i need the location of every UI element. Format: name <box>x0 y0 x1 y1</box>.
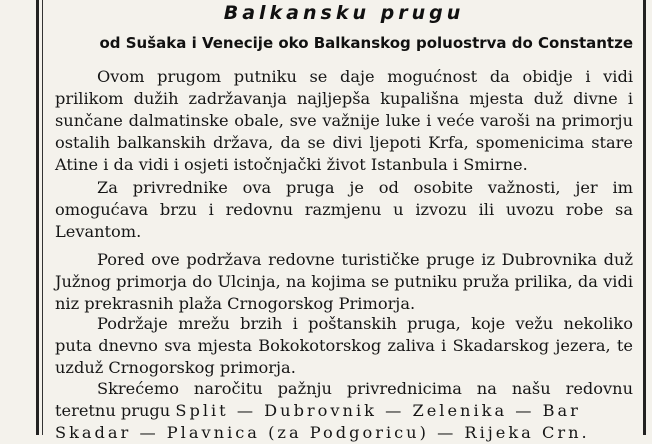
left-border-thin-rule <box>42 0 43 435</box>
paragraph-4: Podržaje mrežu brzih i poštanskih pruga, koje vežu nekoliko puta dnevno sva mjesta Bokokotorskog zaliva i Skadarskog jezera, te uzduž Crnogorskog primorja. <box>55 314 633 377</box>
route-line-continued: Skadar — Plavnica (za Podgoricu) — Rijeka Crn. <box>55 423 590 442</box>
route-line: Split — Dubrovnik — Zelenika — Bar <box>175 401 581 420</box>
left-border-rule <box>36 0 39 435</box>
article-subtitle: od Sušaka i Venecije oko Balkanskog poluostrva do Constantze <box>99 34 633 52</box>
paragraph-1: Ovom prugom putniku se daje mogućnost da obidje i vidi prilikom dužih zadržavanja najljepša kupališna mjesta duž divne i sunčane dalmatinske obale, sve važnije luke i veće varoši na primorju ostalih balkanskih država, da se divi ljepoti Krfa, spomenicima stare Atine i da vidi i osjeti istočnjački život Istanbula i Smirne. <box>55 67 633 174</box>
paragraph-2: Za privrednike ova pruga je od osobite važnosti, jer im omogućava brzu i redovnu razmjenu u izvozu ili uvozu robe sa Levantom. <box>55 178 633 241</box>
paragraph-5-text: Skrećemo naročitu pažnju privrednicima na našu redovnu teretnu prugu <box>55 379 633 420</box>
paragraph-3: Pored ove podržava redovne turističke pruge iz Dubrovnika duž Južnog primorja do Ulcinja, na kojima se putniku pruža prilika, da vidi niz prekrasnih plaža Crnogorskog Primorja. <box>55 250 633 313</box>
article-title: Balkansku prugu <box>223 2 465 24</box>
right-border-rule <box>643 0 646 435</box>
paragraph-5 <box>55 378 633 444</box>
